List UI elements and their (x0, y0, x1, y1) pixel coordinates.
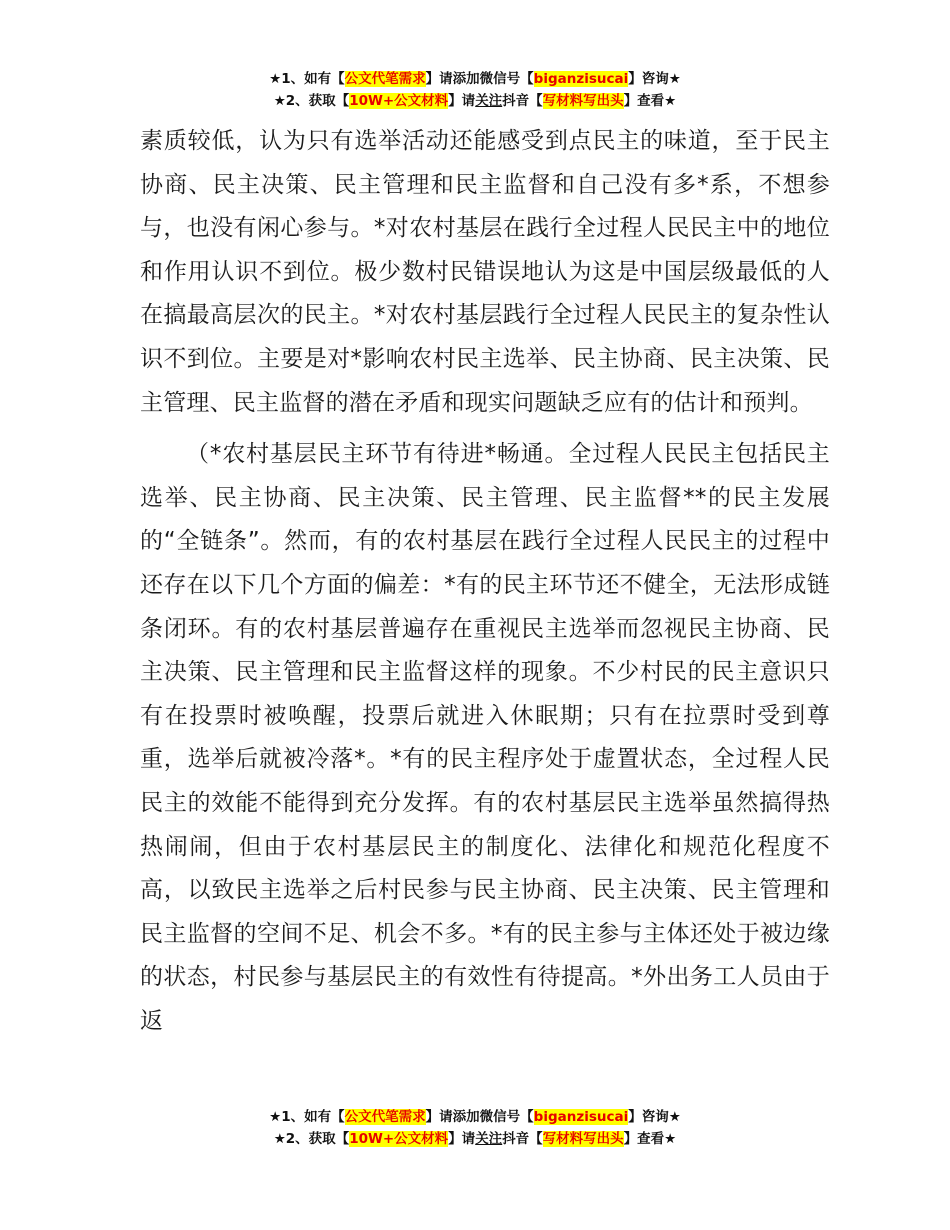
highlight-wechat-id: biganzisucai (533, 71, 629, 87)
highlight-douyin-account: 写材料写出头 (542, 1131, 624, 1147)
follow-underlined: 关注 (475, 93, 503, 109)
highlight-douyin-account: 写材料写出头 (542, 93, 624, 109)
banner-line-1: ★1、如有【公文代笔需求】请添加微信号【biganzisucai】咨询★ (269, 71, 681, 87)
highlight-ghostwriting: 公文代笔需求 (344, 71, 426, 87)
document-body (140, 120, 830, 1043)
footer-line-1: ★1、如有【公文代笔需求】请添加微信号【biganzisucai】咨询★ (269, 1109, 681, 1125)
body-paragraph-1: 素质较低，认为只有选举活动还能感受到点民主的味道，至于民主协商、民主决策、民主管理和民主监督和自己没有多*系，不想参与，也没有闲心参与。*对农村基层在践行全过程人民民主中的地位和作用认识不到位。极少数村民错误地认为这是中国层级最低的人在搞最高层次的民主。*对农村基层践行全过程人民民主的复杂性认识不到位。主要是对*影响农村民主选举、民主协商、民主决策、民主管理、民主监督的潜在矛盾和现实问题缺乏应有的估计和预判。 (140, 128, 830, 416)
highlight-ghostwriting: 公文代笔需求 (344, 1109, 426, 1125)
footer-banner (0, 1106, 950, 1150)
highlight-materials: 10W+公文材料 (349, 1131, 449, 1147)
follow-underlined: 关注 (475, 1131, 503, 1147)
header-banner (0, 68, 950, 112)
body-paragraph-2: （*农村基层民主环节有待进*畅通。全过程人民民主包括民主选举、民主协商、民主决策、民主管理、民主监督**的民主发展的“全链条”。然而，有的农村基层在践行全过程人民民主的过程中还存在以下几个方面的偏差：*有的民主环节还不健全，无法形成链条闭环。有的农村基层普遍存在重视民主选举而忽视民主协商、民主决策、民主管理和民主监督这样的现象。不少村民的民主意识只有在投票时被唤醒，投票后就进入休眠期；只有在拉票时受到尊重，选举后就被冷落*。*有的民主程序处于虚置状态，全过程人民民主的效能不能得到充分发挥。有的农村基层民主选举虽然搞得热热闹闹，但由于农村基层民主的制度化、法律化和规范化程度不高，以致民主选举之后村民参与民主协商、民主决策、民主管理和民主监督的空间不足、机会不多。*有的民主参与主体还处于被边缘的状态，村民参与基层民主的有效性有待提高。*外出务工人员由于返 (140, 441, 830, 1034)
banner-line-2: ★2、获取【10W+公文材料】请关注抖音【写材料写出头】查看★ (273, 93, 677, 109)
highlight-wechat-id: biganzisucai (533, 1109, 629, 1125)
highlight-materials: 10W+公文材料 (349, 93, 449, 109)
footer-line-2: ★2、获取【10W+公文材料】请关注抖音【写材料写出头】查看★ (273, 1131, 677, 1147)
